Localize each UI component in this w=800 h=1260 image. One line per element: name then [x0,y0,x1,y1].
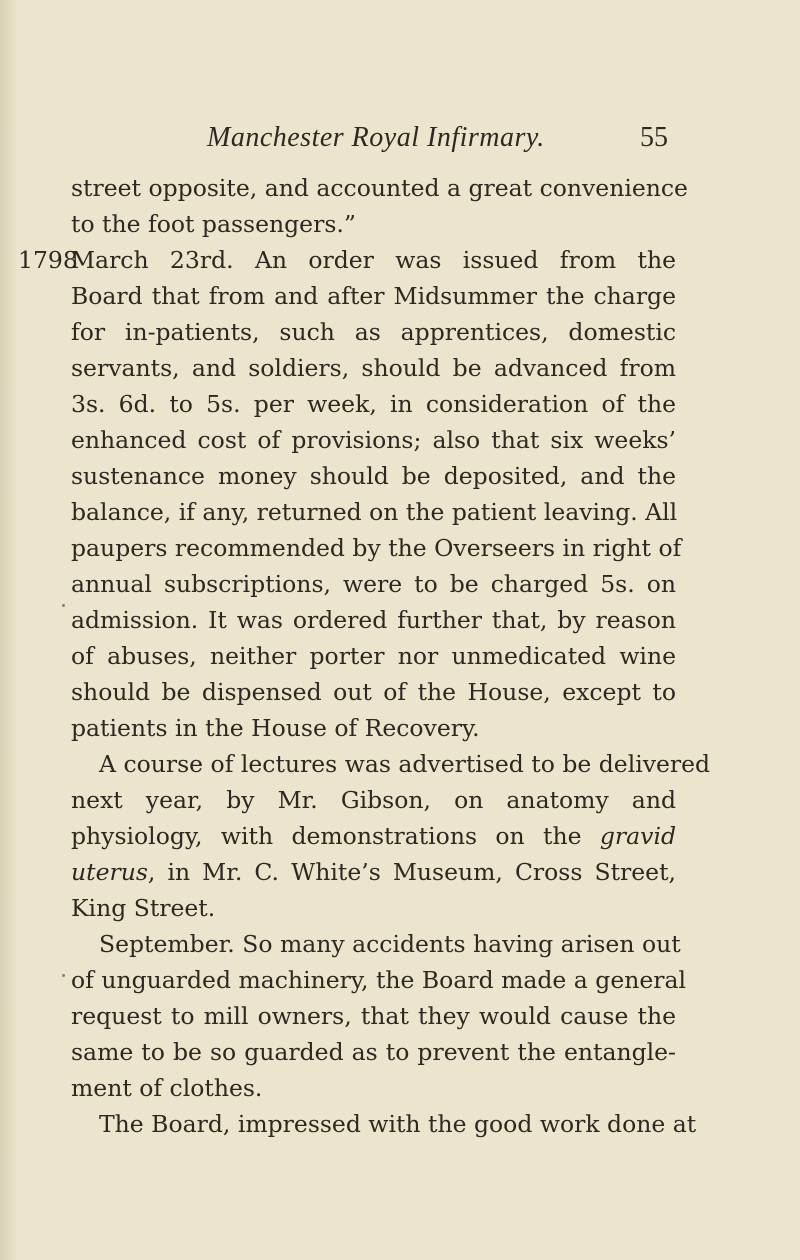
text-line: admission. It was ordered further that, by reason [71,606,676,634]
margin-mark [62,604,65,607]
text-line: of unguarded machinery, the Board made a general [71,966,687,994]
text-line: 3s. 6d. to 5s. per week, in consideration of the [71,390,676,418]
text-line: patients in the House of Recovery. [71,714,480,742]
text-line: request to mill owners, that they would cause the [71,1002,676,1030]
text-line: The Board, impressed with the good work done at [99,1110,697,1138]
text-line: street opposite, and accounted a great convenience [71,174,688,202]
text-line: same to be so guarded as to prevent the entangle- [71,1038,676,1066]
text-line: uterus, in Mr. C. White’s Museum, Cross Street, [71,858,676,886]
text-line: should be dispensed out of the House, except to [71,678,676,706]
page-header [0,118,800,158]
italic-term: gravid [599,822,676,850]
running-title: Manchester Royal Infirmary. [207,122,545,153]
text-line [71,818,676,854]
text-line: paupers recommended by the Overseers in right of [71,534,682,562]
page-number: 55 [640,122,668,153]
italic-term: uterus [71,858,148,886]
text-line: A course of lectures was advertised to be delivered [99,750,711,778]
text-line: to the foot passengers.” [71,210,356,238]
text-line: balance, if any, returned on the patient leaving. All [71,498,678,526]
year-margin-note: 1798 [18,246,78,274]
text-line: March 23rd. An order was issued from the [71,246,676,274]
text-line: September. So many accidents having arisen out [99,930,681,958]
text-line-part: physiology, with demonstrations on the [71,822,582,850]
text-line: enhanced cost of provisions; also that six weeks’ [71,426,676,454]
text-line: Board that from and after Midsummer the charge [71,282,676,310]
text-line: servants, and soldiers, should be advanced from [71,354,676,382]
text-line: King Street. [71,894,216,922]
margin-mark [62,974,65,977]
text-line: of abuses, neither porter nor unmedicated wine [71,642,676,670]
text-line: ment of clothes. [71,1074,263,1102]
text-line: sustenance money should be deposited, and the [71,462,676,490]
text-line: for in-patients, such as apprentices, domestic [71,318,676,346]
text-line: next year, by Mr. Gibson, on anatomy and [71,786,676,814]
text-line: annual subscriptions, were to be charged 5s. on [71,570,676,598]
